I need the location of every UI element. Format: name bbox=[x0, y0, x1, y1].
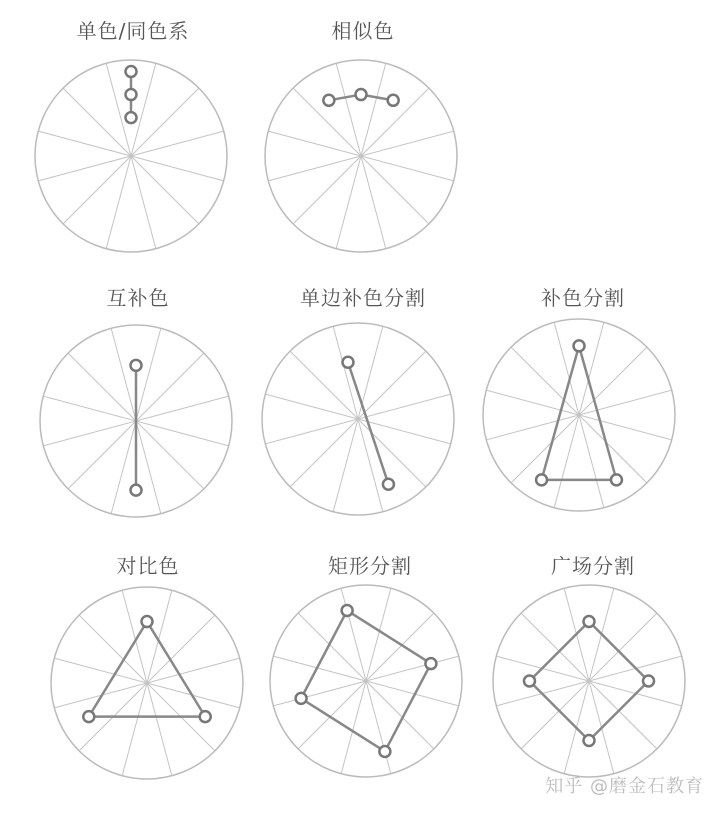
watermark: 知乎 @磨金石教育 bbox=[545, 776, 704, 797]
wheel-spoke bbox=[136, 396, 229, 421]
wheel-spoke bbox=[511, 415, 579, 483]
wheel-spoke bbox=[136, 421, 161, 514]
harmony-dot bbox=[126, 66, 137, 77]
wheel-spoke bbox=[122, 590, 147, 683]
wheel-spoke bbox=[358, 351, 426, 419]
wheel-spoke bbox=[136, 421, 204, 489]
harmony-dot bbox=[388, 95, 399, 106]
wheel-title-monochromatic: 单色/同色系 bbox=[76, 19, 190, 43]
wheel-spoke bbox=[63, 156, 131, 224]
wheel-spoke bbox=[361, 156, 454, 181]
color-wheel-triadic bbox=[48, 553, 248, 793]
wheel-spoke bbox=[268, 156, 361, 181]
harmony-dot bbox=[379, 746, 390, 757]
wheel-spoke bbox=[361, 156, 386, 249]
wheel-spoke bbox=[38, 156, 131, 181]
wheel-spoke bbox=[579, 322, 604, 415]
wheel-spoke bbox=[554, 322, 579, 415]
wheel-spoke bbox=[361, 131, 454, 156]
wheel-spoke bbox=[579, 415, 604, 508]
wheel-spoke bbox=[579, 415, 647, 483]
wheel-spoke bbox=[361, 63, 386, 156]
harmony-dot bbox=[131, 360, 142, 371]
wheel-spoke bbox=[147, 683, 172, 776]
wheel-title-complementary: 互补色 bbox=[106, 286, 170, 310]
wheel-spoke bbox=[366, 681, 459, 706]
wheel-spoke bbox=[265, 419, 358, 444]
harmony-dot bbox=[524, 676, 535, 687]
wheel-spoke bbox=[106, 156, 131, 249]
color-wheel-monochromatic bbox=[33, 18, 233, 258]
harmony-connector bbox=[542, 346, 617, 480]
color-wheel-split-complementary-one-side bbox=[263, 285, 463, 525]
harmony-dot bbox=[425, 658, 436, 669]
wheel-spoke bbox=[122, 683, 147, 776]
wheel-spoke bbox=[265, 394, 358, 419]
wheel-spoke bbox=[273, 681, 366, 706]
harmony-dot bbox=[356, 89, 367, 100]
wheel-spoke bbox=[333, 419, 358, 512]
wheel-spoke bbox=[293, 156, 361, 224]
wheel-title-triadic: 对比色 bbox=[116, 554, 180, 578]
wheel-spoke bbox=[131, 131, 224, 156]
harmony-dot bbox=[584, 735, 595, 746]
harmony-dot bbox=[342, 605, 353, 616]
wheel-spoke bbox=[147, 615, 215, 683]
wheel-block-split-complementary bbox=[483, 285, 683, 545]
wheel-spoke bbox=[336, 156, 361, 249]
wheel-spoke bbox=[68, 421, 136, 489]
wheel-spoke bbox=[579, 415, 672, 440]
wheel-block-complementary bbox=[38, 285, 238, 545]
wheel-title-split-complementary: 补色分割 bbox=[541, 286, 625, 310]
wheel-spoke bbox=[131, 156, 199, 224]
wheel-spoke bbox=[521, 613, 589, 681]
wheel-spoke bbox=[521, 681, 589, 749]
wheel-block-analogous bbox=[263, 18, 463, 278]
wheel-spoke bbox=[136, 421, 229, 446]
wheel-spoke bbox=[63, 88, 131, 156]
wheel-spoke bbox=[358, 419, 426, 487]
color-wheel-rectangle bbox=[270, 553, 470, 793]
wheel-spoke bbox=[366, 656, 459, 681]
wheel-block-monochromatic bbox=[33, 18, 233, 278]
color-wheel-complementary bbox=[38, 285, 238, 525]
wheel-spoke bbox=[554, 415, 579, 508]
harmony-dot bbox=[343, 357, 354, 368]
harmony-dot bbox=[536, 474, 547, 485]
wheel-spoke bbox=[366, 613, 434, 681]
harmony-dot bbox=[611, 474, 622, 485]
color-wheel-split-complementary bbox=[483, 285, 683, 525]
wheel-spoke bbox=[131, 88, 199, 156]
wheel-spoke bbox=[366, 681, 391, 774]
harmony-dot bbox=[126, 112, 137, 123]
wheel-spoke bbox=[131, 156, 156, 249]
harmony-connector bbox=[89, 622, 205, 717]
harmony-dot bbox=[83, 711, 94, 722]
harmony-dot bbox=[643, 676, 654, 687]
wheel-spoke bbox=[290, 419, 358, 487]
wheel-spoke bbox=[43, 396, 136, 421]
harmony-dot bbox=[296, 693, 307, 704]
color-wheel-square bbox=[493, 553, 693, 793]
wheel-block-triadic bbox=[48, 553, 248, 813]
wheel-title-analogous: 相似色 bbox=[331, 19, 395, 43]
wheel-spoke bbox=[111, 328, 136, 421]
wheel-spoke bbox=[106, 63, 131, 156]
wheel-spoke bbox=[136, 353, 204, 421]
harmony-dot bbox=[383, 479, 394, 490]
wheel-spoke bbox=[147, 590, 172, 683]
wheel-spoke bbox=[38, 131, 131, 156]
harmony-dot bbox=[574, 340, 585, 351]
wheel-spoke bbox=[361, 156, 429, 224]
wheel-spoke bbox=[131, 156, 224, 181]
wheel-spoke bbox=[589, 613, 657, 681]
wheel-spoke bbox=[68, 353, 136, 421]
wheel-spoke bbox=[131, 63, 156, 156]
wheel-spoke bbox=[147, 658, 240, 683]
wheel-block-split-complementary-one-side bbox=[263, 285, 463, 545]
wheel-title-rectangle: 矩形分割 bbox=[328, 554, 412, 578]
wheel-spoke bbox=[54, 658, 147, 683]
wheel-spoke bbox=[136, 328, 161, 421]
harmony-dot bbox=[584, 616, 595, 627]
wheel-spoke bbox=[589, 681, 657, 749]
harmony-dot bbox=[200, 711, 211, 722]
color-wheel-analogous bbox=[263, 18, 463, 258]
wheel-spoke bbox=[298, 681, 366, 749]
wheel-spoke bbox=[43, 421, 136, 446]
wheel-spoke bbox=[366, 681, 434, 749]
wheel-spoke bbox=[268, 131, 361, 156]
wheel-spoke bbox=[111, 421, 136, 514]
harmony-dot bbox=[142, 616, 153, 627]
wheel-block-rectangle bbox=[270, 553, 470, 813]
harmony-dot bbox=[126, 89, 137, 100]
wheel-title-square: 广场分割 bbox=[551, 554, 635, 578]
wheel-spoke bbox=[79, 615, 147, 683]
wheel-spoke bbox=[333, 326, 358, 419]
wheel-title-split-complementary-one-side: 单边补色分割 bbox=[300, 286, 426, 310]
wheel-spoke bbox=[298, 613, 366, 681]
harmony-dot bbox=[323, 95, 334, 106]
wheel-spoke bbox=[336, 63, 361, 156]
wheel-spoke bbox=[486, 415, 579, 440]
harmony-dot bbox=[131, 485, 142, 496]
wheel-spoke bbox=[358, 394, 451, 419]
wheel-spoke bbox=[273, 656, 366, 681]
wheel-spoke bbox=[341, 588, 366, 681]
